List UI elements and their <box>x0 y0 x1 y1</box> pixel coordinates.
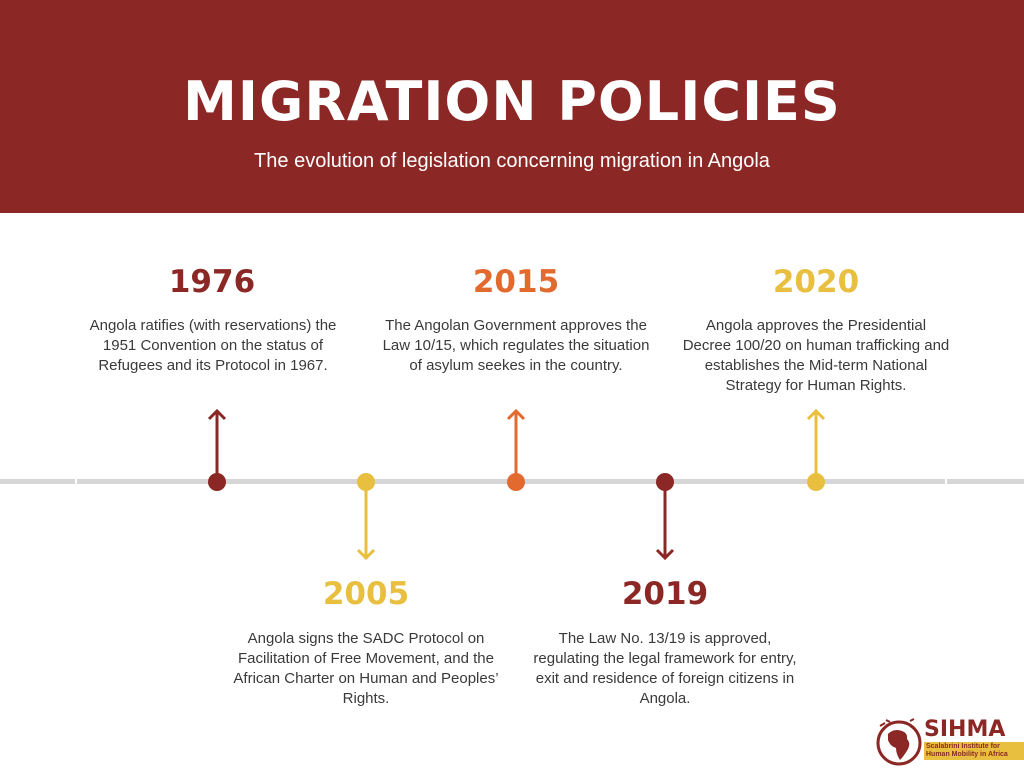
year-2020: 2020 <box>772 264 860 300</box>
event-2015-description: The Angolan Government approves the Law 10/15, which regulates the situation of asylum seekes in the country. <box>382 317 650 374</box>
timeline-dot-2019 <box>656 473 674 491</box>
year-2019: 2019 <box>621 576 709 612</box>
arrow-down-icon <box>655 490 675 562</box>
event-2005-description: Angola signs the SADC Protocol on Facilitation of Free Movement, and the African Charter on Human and Peoples’ Rights. <box>233 630 499 707</box>
timeline-dot-2020 <box>807 473 825 491</box>
arrow-up-icon <box>506 408 526 476</box>
arrow-up-icon <box>806 408 826 476</box>
year-2015: 2015 <box>472 264 560 300</box>
arrow-down-icon <box>356 490 376 562</box>
timeline-line-left <box>0 479 75 484</box>
logo-name: SIHMA <box>924 717 1006 742</box>
page-subtitle: The evolution of legislation concerning migration in Angola <box>254 150 770 172</box>
year-1976: 1976 <box>168 264 256 300</box>
logo-subtitle: Scalabrini Institute for Human Mobility in Africa <box>924 742 1024 760</box>
page-title: MIGRATION POLICIES <box>183 70 841 133</box>
timeline-line-right <box>947 479 1024 484</box>
timeline-dot-2015 <box>507 473 525 491</box>
globe-icon <box>874 716 924 766</box>
year-2005: 2005 <box>322 576 410 612</box>
sihma-logo <box>872 714 1024 768</box>
event-2020-description: Angola approves the Presidential Decree 100/20 on human trafficking and establishes the Mid-term National Strategy for Human Rights. <box>682 317 950 394</box>
timeline-dot-2005 <box>357 473 375 491</box>
event-1976-description: Angola ratifies (with reservations) the 1951 Convention on the status of Refugees and its Protocol in 1967. <box>89 317 337 374</box>
header-banner <box>0 0 1024 213</box>
arrow-up-icon <box>207 408 227 476</box>
timeline-dot-1976 <box>208 473 226 491</box>
event-2019-description: The Law No. 13/19 is approved, regulating the legal framework for entry, exit and residence of foreign citizens in Angola. <box>533 630 797 707</box>
